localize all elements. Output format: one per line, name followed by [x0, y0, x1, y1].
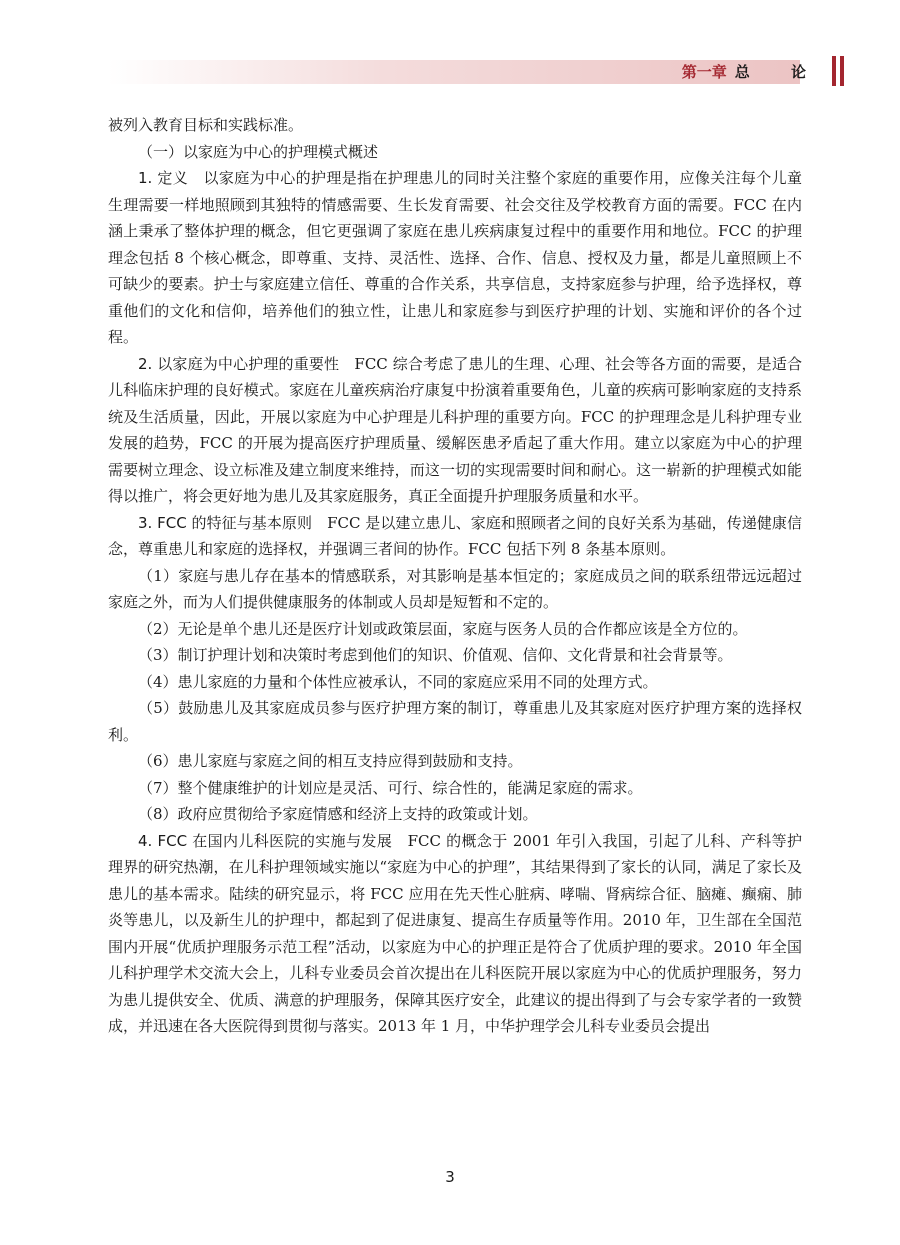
section-heading: （一）以家庭为中心的护理模式概述 [138, 142, 379, 161]
list-item: （7）整个健康维护的计划应是灵活、可行、综合性的，能满足家庭的需求。 [138, 778, 643, 797]
list-item: （2）无论是单个患儿还是医疗计划或政策层面，家庭与医务人员的合作都应该是全方位的。 [138, 619, 748, 638]
list-item: （4）患儿家庭的力量和个体性应被承认，不同的家庭应采用不同的处理方式。 [138, 672, 658, 691]
paragraph-importance [108, 351, 802, 510]
list-item: （6）患儿家庭与家庭之间的相互支持应得到鼓励和支持。 [138, 752, 523, 770]
header-bars-decoration [832, 56, 850, 86]
list-item: （3）制订护理计划和决策时考虑到他们的知识、价值观、信仰、文化背景和社会背景等。 [138, 646, 733, 664]
list-item: （1）家庭与患儿存在基本的情感联系，对其影响是基本恒定的；家庭成员之间的联系纽带远远超过家庭之外，而为人们提供健康服务的体制或人员却是短暂和不定的。 [108, 566, 802, 611]
page-body [108, 112, 802, 1040]
subheading-importance: 2. 以家庭为中心护理的重要性 [138, 354, 340, 373]
paragraph-definition-text: 以家庭为中心的护理是指在护理患儿的同时关注整个家庭的重要作用，应像关注每个儿童生理需要一样地照顾到其独特的情感需要、生长发育需要、社会交往及学校教育方面的需要。FCC 在内涵上秉承了整体护理的概念，但它更强调了家庭在患儿疾病康复过程中的重要作用和地位。FCC 的护理理念包括 8 个核心概念，即尊重、支持、灵活性、选择、合作、信息、授权及力量，都是儿童照顾上不可缺少的要素。护士与家庭建立信任、尊重的合作关系，共享信息，支持家庭参与护理，给予选择权，尊重他们的文化和信仰，培养他们的独立性，让患儿和家庭参与到医疗护理的计划、实施和评价的各个过程。 [108, 169, 802, 346]
paragraph-principles [108, 510, 802, 563]
page-number: 3 [445, 1168, 455, 1186]
paragraph-definition [108, 165, 802, 351]
chapter-label: 第一章 [681, 63, 727, 81]
paragraph-development [108, 828, 802, 1040]
list-item: （8）政府应贯彻给予家庭情感和经济上支持的政策或计划。 [138, 805, 538, 823]
subheading-definition: 1. 定义 [138, 169, 189, 187]
paragraph-principles-text: FCC 是以建立患儿、家庭和照顾者之间的良好关系为基础，传递健康信念，尊重患儿和家庭的选择权，并强调三者间的协作。FCC 包括下列 8 条基本原则。 [108, 513, 802, 558]
chapter-title: 总 论 [734, 63, 824, 81]
subheading-principles: 3. FCC 的特征与基本原则 [138, 513, 313, 532]
paragraph-development-text: FCC 的概念于 2001 年引入我国，引起了儿科、产科等护理界的研究热潮，在儿科护理领域实施以“家庭为中心的护理”，其结果得到了家长的认同，满足了家长及患儿的基本需求。陆续的研究显示，将 FCC 应用在先天性心脏病、哮喘、肾病综合征、脑瘫、癫痫、肺炎等患儿，以及新生儿的护理中，都起到了促进康复、提高生存质量等作用。2010 年，卫生部在全国范围内开展“优质护理服务示范工程”活动，以家庭为中心的护理正是符合了优质护理的要求。2010 年全国儿科护理学术交流大会上，儿科专业委员会首次提出在儿科医院开展以家庭为中心的优质护理服务，努力为患儿提供安全、优质、满意的护理服务，保障其医疗安全，此建议的提出得到了与会专家学者的一致赞成，并迅速在各大医院得到贯彻与落实。2013 年 1 月，中华护理学会儿科专业委员会提出 [108, 831, 802, 1035]
running-header [682, 60, 824, 84]
paragraph-importance-text: FCC 综合考虑了患儿的生理、心理、社会等各方面的需要，是适合儿科临床护理的良好模式。家庭在儿童疾病治疗康复中扮演着重要角色，儿童的疾病可影响家庭的支持系统及生活质量，因此，开展以家庭为中心护理是儿科护理的重要方向。FCC 的护理理念是儿科护理专业发展的趋势，FCC 的开展为提高医疗护理质量、缓解医患矛盾起了重大作用。建立以家庭为中心的护理需要树立理念、设立标准及建立制度来维持，而这一切的实现需要时间和耐心。这一崭新的护理模式如能得以推广，将会更好地为患儿及其家庭服务，真正全面提升护理服务质量和水平。 [108, 354, 802, 505]
paragraph-continuation: 被列入教育目标和实践标准。 [108, 116, 304, 134]
list-item: （5）鼓励患儿及其家庭成员参与医疗护理方案的制订，尊重患儿及其家庭对医疗护理方案的选择权利。 [108, 699, 802, 744]
subheading-development: 4. FCC 在国内儿科医院的实施与发展 [138, 831, 393, 850]
